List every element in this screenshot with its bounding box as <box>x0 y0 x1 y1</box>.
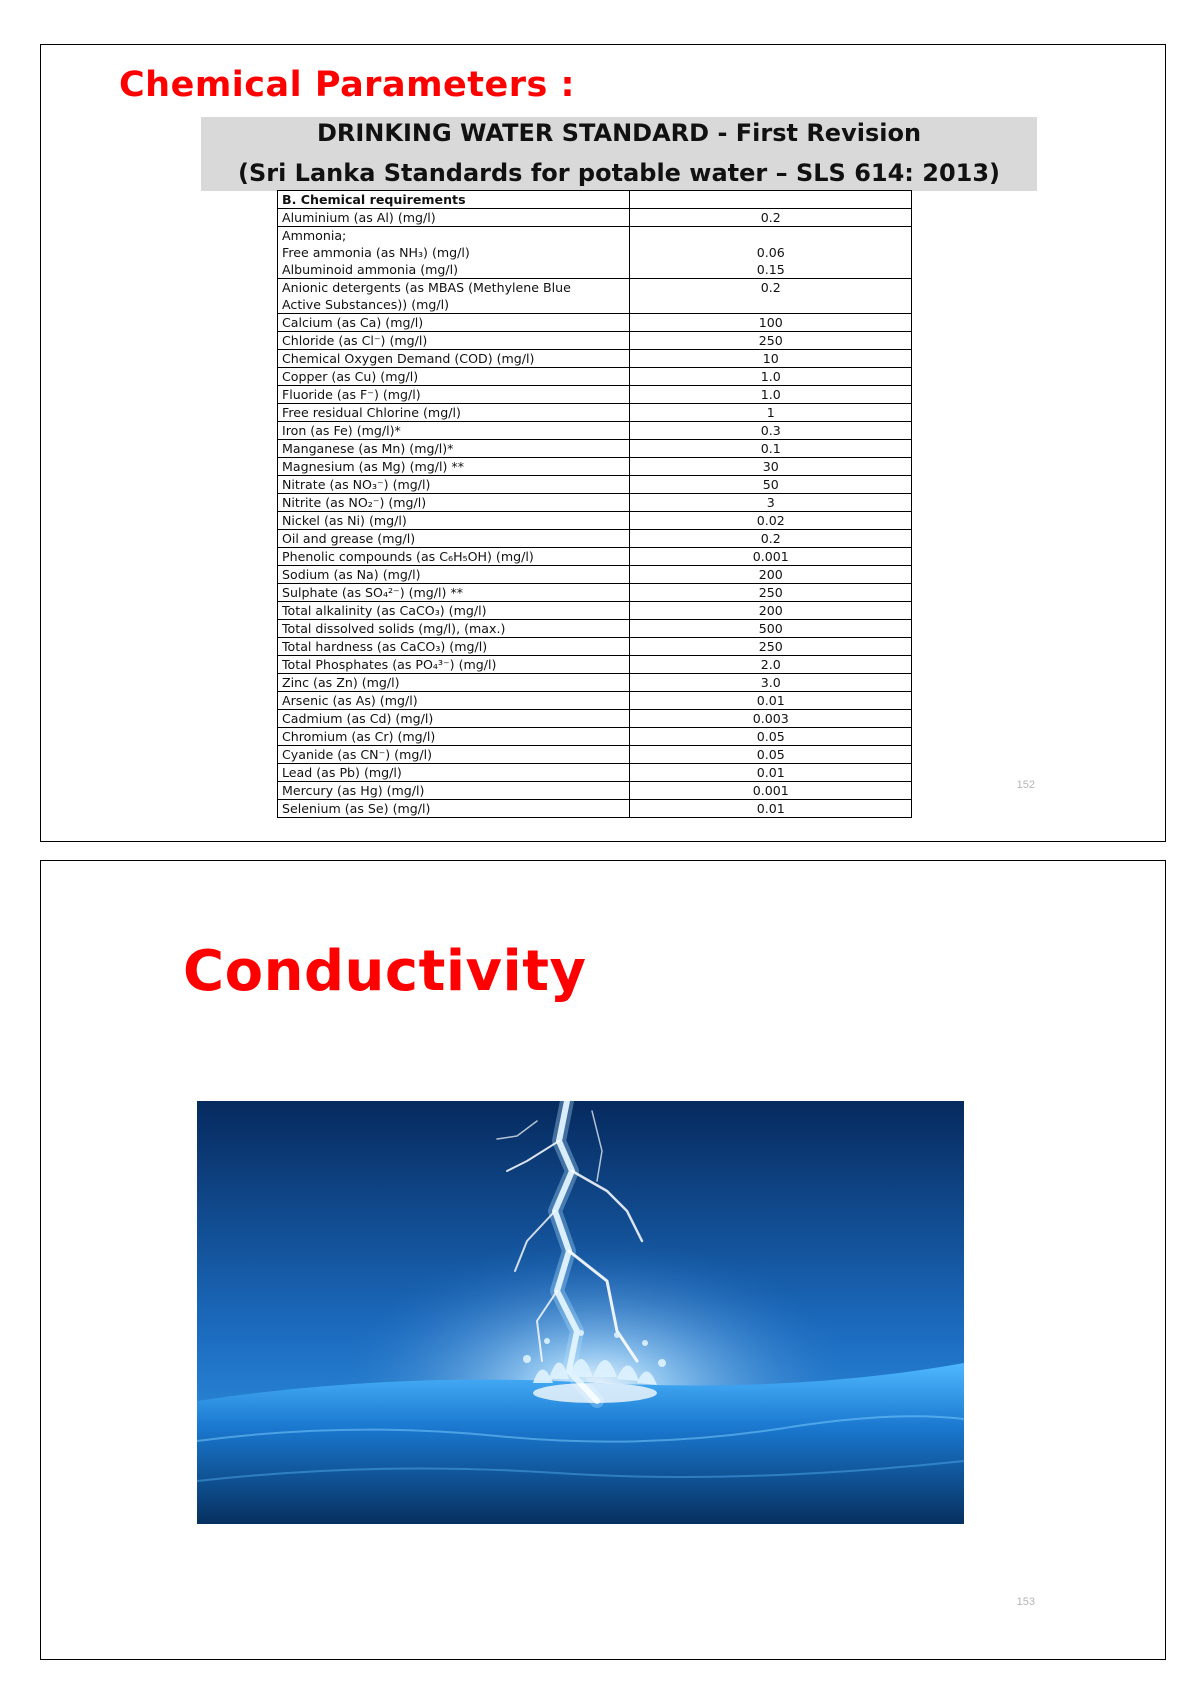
table-row <box>278 764 912 782</box>
value-cell: 0.1 <box>630 440 912 458</box>
table-row <box>278 782 912 800</box>
parameter-cell: Chloride (as Cl⁻) (mg/l) <box>278 332 630 350</box>
table-row <box>278 209 912 227</box>
parameter-cell: Fluoride (as F⁻) (mg/l) <box>278 386 630 404</box>
lightning-water-splash-photo <box>197 1101 964 1524</box>
parameter-cell: Mercury (as Hg) (mg/l) <box>278 782 630 800</box>
value-cell: 0.05 <box>630 728 912 746</box>
table-row <box>278 350 912 368</box>
table-header-empty <box>630 191 912 209</box>
parameter-cell: Chromium (as Cr) (mg/l) <box>278 728 630 746</box>
value-cell: 250 <box>630 584 912 602</box>
banner-line-1: DRINKING WATER STANDARD - First Revision <box>316 119 922 147</box>
table-row <box>278 530 912 548</box>
value-cell: 1.0 <box>630 386 912 404</box>
parameter-cell: Magnesium (as Mg) (mg/l) ** <box>278 458 630 476</box>
value-cell: 1.0 <box>630 368 912 386</box>
table-row <box>278 368 912 386</box>
table-row <box>278 620 912 638</box>
table-row <box>278 440 912 458</box>
parameter-cell: Total dissolved solids (mg/l), (max.) <box>278 620 630 638</box>
value-cell: 500 <box>630 620 912 638</box>
parameter-cell: Chemical Oxygen Demand (COD) (mg/l) <box>278 350 630 368</box>
slide-conductivity <box>40 860 1166 1660</box>
table-header-label: B. Chemical requirements <box>278 191 630 209</box>
parameter-cell: Anionic detergents (as MBAS (Methylene Blue Active Substances)) (mg/l) <box>278 279 630 314</box>
table-row <box>278 476 912 494</box>
page-number: 153 <box>1016 1596 1035 1608</box>
table-row <box>278 710 912 728</box>
table-row <box>278 422 912 440</box>
value-cell: 0.001 <box>630 548 912 566</box>
value-cell: 0.003 <box>630 710 912 728</box>
parameter-cell: Calcium (as Ca) (mg/l) <box>278 314 630 332</box>
table-row <box>278 566 912 584</box>
value-cell: 200 <box>630 566 912 584</box>
parameter-cell: Free residual Chlorine (mg/l) <box>278 404 630 422</box>
table-row <box>278 227 912 279</box>
value-cell: 0.01 <box>630 692 912 710</box>
table-row <box>278 728 912 746</box>
parameter-cell: Iron (as Fe) (mg/l)* <box>278 422 630 440</box>
value-cell: 50 <box>630 476 912 494</box>
value-cell: 0.01 <box>630 800 912 818</box>
value-cell: 10 <box>630 350 912 368</box>
parameter-cell: Total hardness (as CaCO₃) (mg/l) <box>278 638 630 656</box>
table-row <box>278 512 912 530</box>
page-number: 152 <box>1016 779 1035 791</box>
value-cell: 3 <box>630 494 912 512</box>
table-row <box>278 674 912 692</box>
parameter-cell: Nitrate (as NO₃⁻) (mg/l) <box>278 476 630 494</box>
chemical-requirements-table <box>277 190 912 818</box>
value-cell: 3.0 <box>630 674 912 692</box>
parameter-cell: Oil and grease (mg/l) <box>278 530 630 548</box>
parameter-cell: Lead (as Pb) (mg/l) <box>278 764 630 782</box>
table-row <box>278 692 912 710</box>
value-cell: 100 <box>630 314 912 332</box>
slide-title: Conductivity <box>183 939 587 1004</box>
parameter-cell: Ammonia; Free ammonia (as NH₃) (mg/l) Albuminoid ammonia (mg/l) <box>278 227 630 279</box>
table-row <box>278 584 912 602</box>
value-cell: 0.001 <box>630 782 912 800</box>
parameter-cell: Total Phosphates (as PO₄³⁻) (mg/l) <box>278 656 630 674</box>
table-header-row <box>278 191 912 209</box>
parameter-cell: Cadmium (as Cd) (mg/l) <box>278 710 630 728</box>
value-cell: 1 <box>630 404 912 422</box>
value-cell: 0.02 <box>630 512 912 530</box>
table-row <box>278 548 912 566</box>
value-cell: 200 <box>630 602 912 620</box>
banner-line-2: (Sri Lanka Standards for potable water – SLS 614: 2013) <box>237 159 1001 187</box>
parameter-cell: Total alkalinity (as CaCO₃) (mg/l) <box>278 602 630 620</box>
table-row <box>278 279 912 314</box>
parameter-cell: Nickel (as Ni) (mg/l) <box>278 512 630 530</box>
parameter-cell: Aluminium (as Al) (mg/l) <box>278 209 630 227</box>
value-cell: 2.0 <box>630 656 912 674</box>
table-row <box>278 800 912 818</box>
parameter-cell: Selenium (as Se) (mg/l) <box>278 800 630 818</box>
table-row <box>278 314 912 332</box>
parameter-cell: Phenolic compounds (as C₆H₅OH) (mg/l) <box>278 548 630 566</box>
value-cell: 30 <box>630 458 912 476</box>
parameter-cell: Cyanide (as CN⁻) (mg/l) <box>278 746 630 764</box>
value-cell: 0.3 <box>630 422 912 440</box>
parameter-cell: Arsenic (as As) (mg/l) <box>278 692 630 710</box>
value-cell: 0.2 <box>630 279 912 314</box>
standard-banner <box>201 117 1037 191</box>
parameter-cell: Zinc (as Zn) (mg/l) <box>278 674 630 692</box>
value-cell: 0.2 <box>630 209 912 227</box>
value-cell: 0.06 0.15 <box>630 227 912 279</box>
value-cell: 0.01 <box>630 764 912 782</box>
table-row <box>278 494 912 512</box>
table-row <box>278 458 912 476</box>
table-row <box>278 746 912 764</box>
table-row <box>278 386 912 404</box>
table-row <box>278 332 912 350</box>
value-cell: 0.05 <box>630 746 912 764</box>
table-row <box>278 602 912 620</box>
parameter-cell: Sodium (as Na) (mg/l) <box>278 566 630 584</box>
value-cell: 250 <box>630 332 912 350</box>
slide-chemical-parameters <box>40 44 1166 842</box>
value-cell: 0.2 <box>630 530 912 548</box>
parameter-cell: Manganese (as Mn) (mg/l)* <box>278 440 630 458</box>
value-cell: 250 <box>630 638 912 656</box>
parameter-cell: Nitrite (as NO₂⁻) (mg/l) <box>278 494 630 512</box>
table-row <box>278 656 912 674</box>
parameter-cell: Sulphate (as SO₄²⁻) (mg/l) ** <box>278 584 630 602</box>
slide-title: Chemical Parameters : <box>119 65 576 105</box>
table-row <box>278 638 912 656</box>
table-row <box>278 404 912 422</box>
parameter-cell: Copper (as Cu) (mg/l) <box>278 368 630 386</box>
